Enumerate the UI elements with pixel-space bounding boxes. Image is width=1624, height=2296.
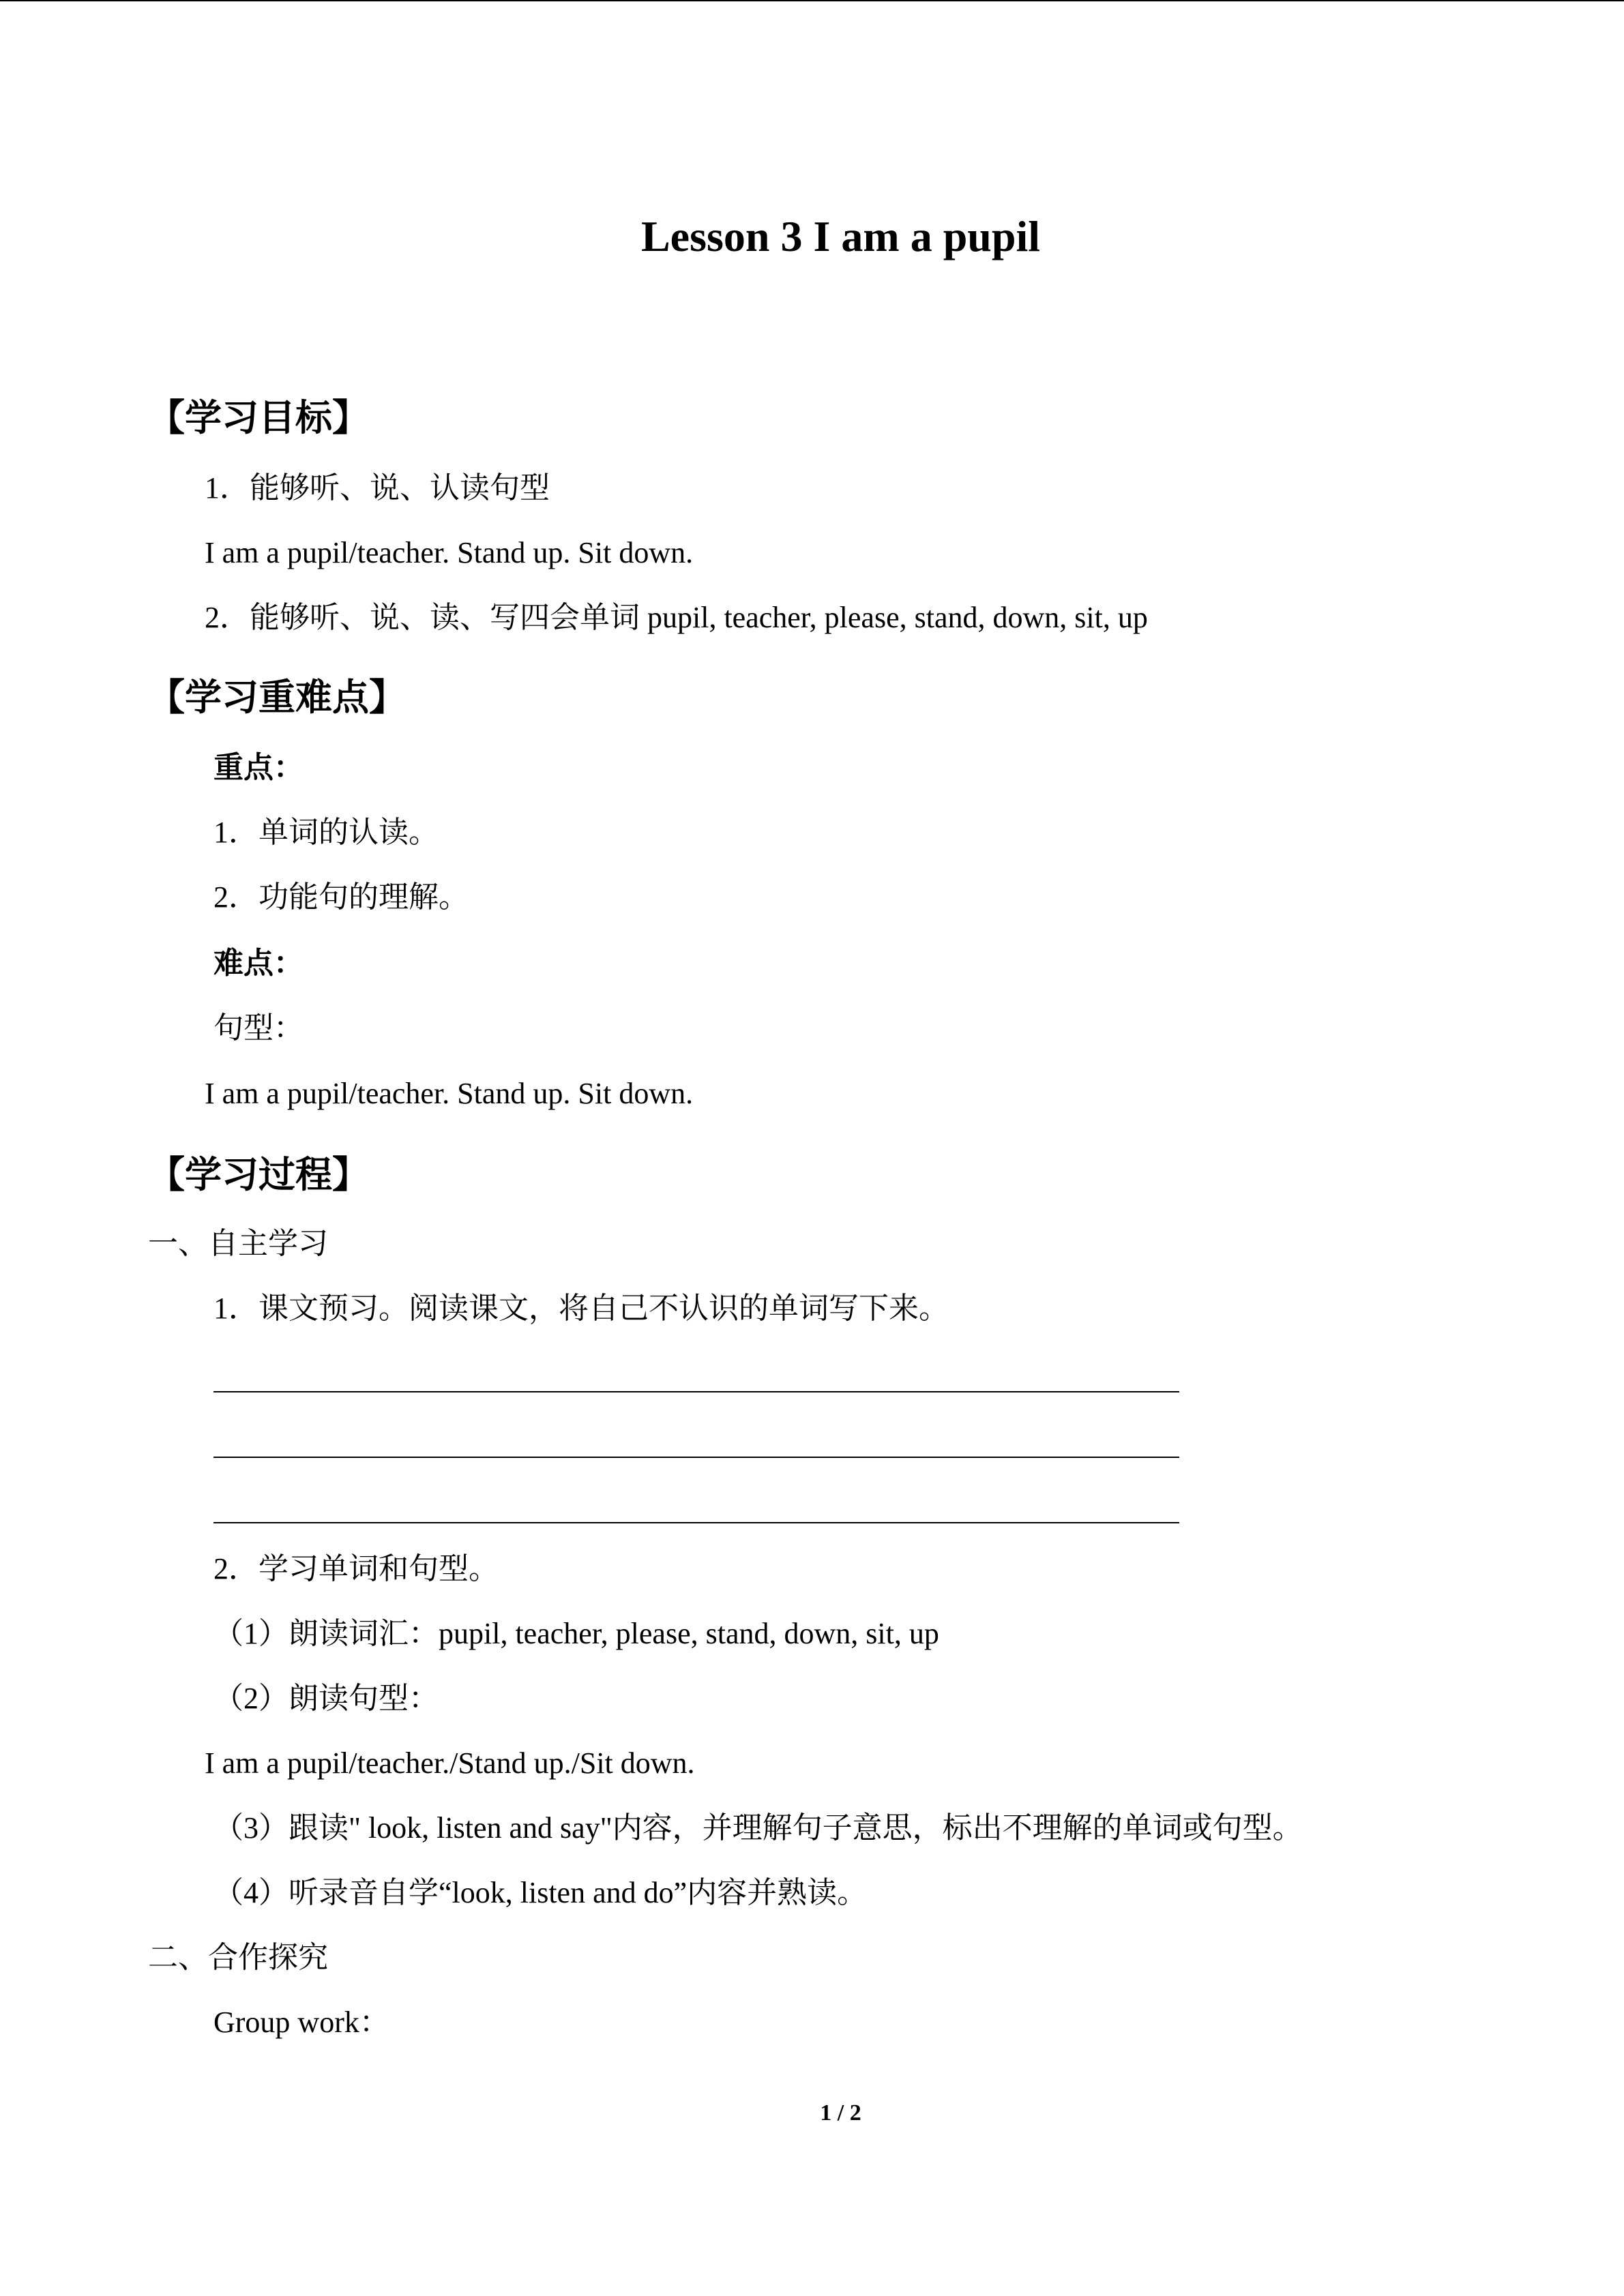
- sub-step-4: （4）听录音自学“look, listen and do”内容并熟读。: [213, 1876, 868, 1909]
- goal-item-1-sentence: I am a pupil/teacher. Stand up. Sit down.: [205, 536, 694, 569]
- group-work-label: Group work：: [213, 2006, 389, 2039]
- difficulty-sentence: I am a pupil/teacher. Stand up. Sit down.: [205, 1077, 694, 1110]
- focus-item-1: 1．单词的认读。: [213, 816, 439, 849]
- sub-step-1: （1）朗读词汇：pupil, teacher, please, stand, down, sit, up: [213, 1617, 939, 1650]
- part2-title: 二、合作探究: [148, 1941, 328, 1974]
- part1-title: 一、自主学习: [148, 1227, 328, 1260]
- answer-line: [213, 1457, 1179, 1458]
- page-top-border: [0, 0, 1624, 1]
- page-number: 1 / 2: [820, 2100, 861, 2126]
- section-heading-goals: 【学习目标】: [148, 398, 369, 438]
- focus-item-2: 2．功能句的理解。: [213, 880, 469, 914]
- sentence-label: 句型：: [213, 1011, 304, 1045]
- step-1: 1．课文预习。阅读课文，将自己不认识的单词写下来。: [213, 1292, 949, 1325]
- section-heading-process: 【学习过程】: [148, 1154, 369, 1195]
- focus-label: 重点：: [213, 751, 304, 784]
- sub-step-2-sentence: I am a pupil/teacher./Stand up./Sit down.: [205, 1746, 695, 1780]
- goal-item-2: 2．能够听、说、读、写四会单词 pupil, teacher, please, stand, down, sit, up: [205, 601, 1148, 634]
- goal-item-1: 1．能够听、说、认读句型: [205, 471, 550, 505]
- sub-step-3: （3）跟读" look, listen and say"内容，并理解句子意思，标出不理解的单词或句型。: [213, 1811, 1303, 1845]
- sub-step-2: （2）朗读句型：: [213, 1682, 439, 1715]
- step-2: 2．学习单词和句型。: [213, 1552, 499, 1585]
- answer-line: [213, 1522, 1179, 1523]
- section-heading-key-points: 【学习重难点】: [148, 677, 406, 718]
- answer-line: [213, 1391, 1179, 1392]
- difficulty-label: 难点：: [213, 946, 304, 980]
- page-title: Lesson 3 I am a pupil: [640, 212, 1041, 260]
